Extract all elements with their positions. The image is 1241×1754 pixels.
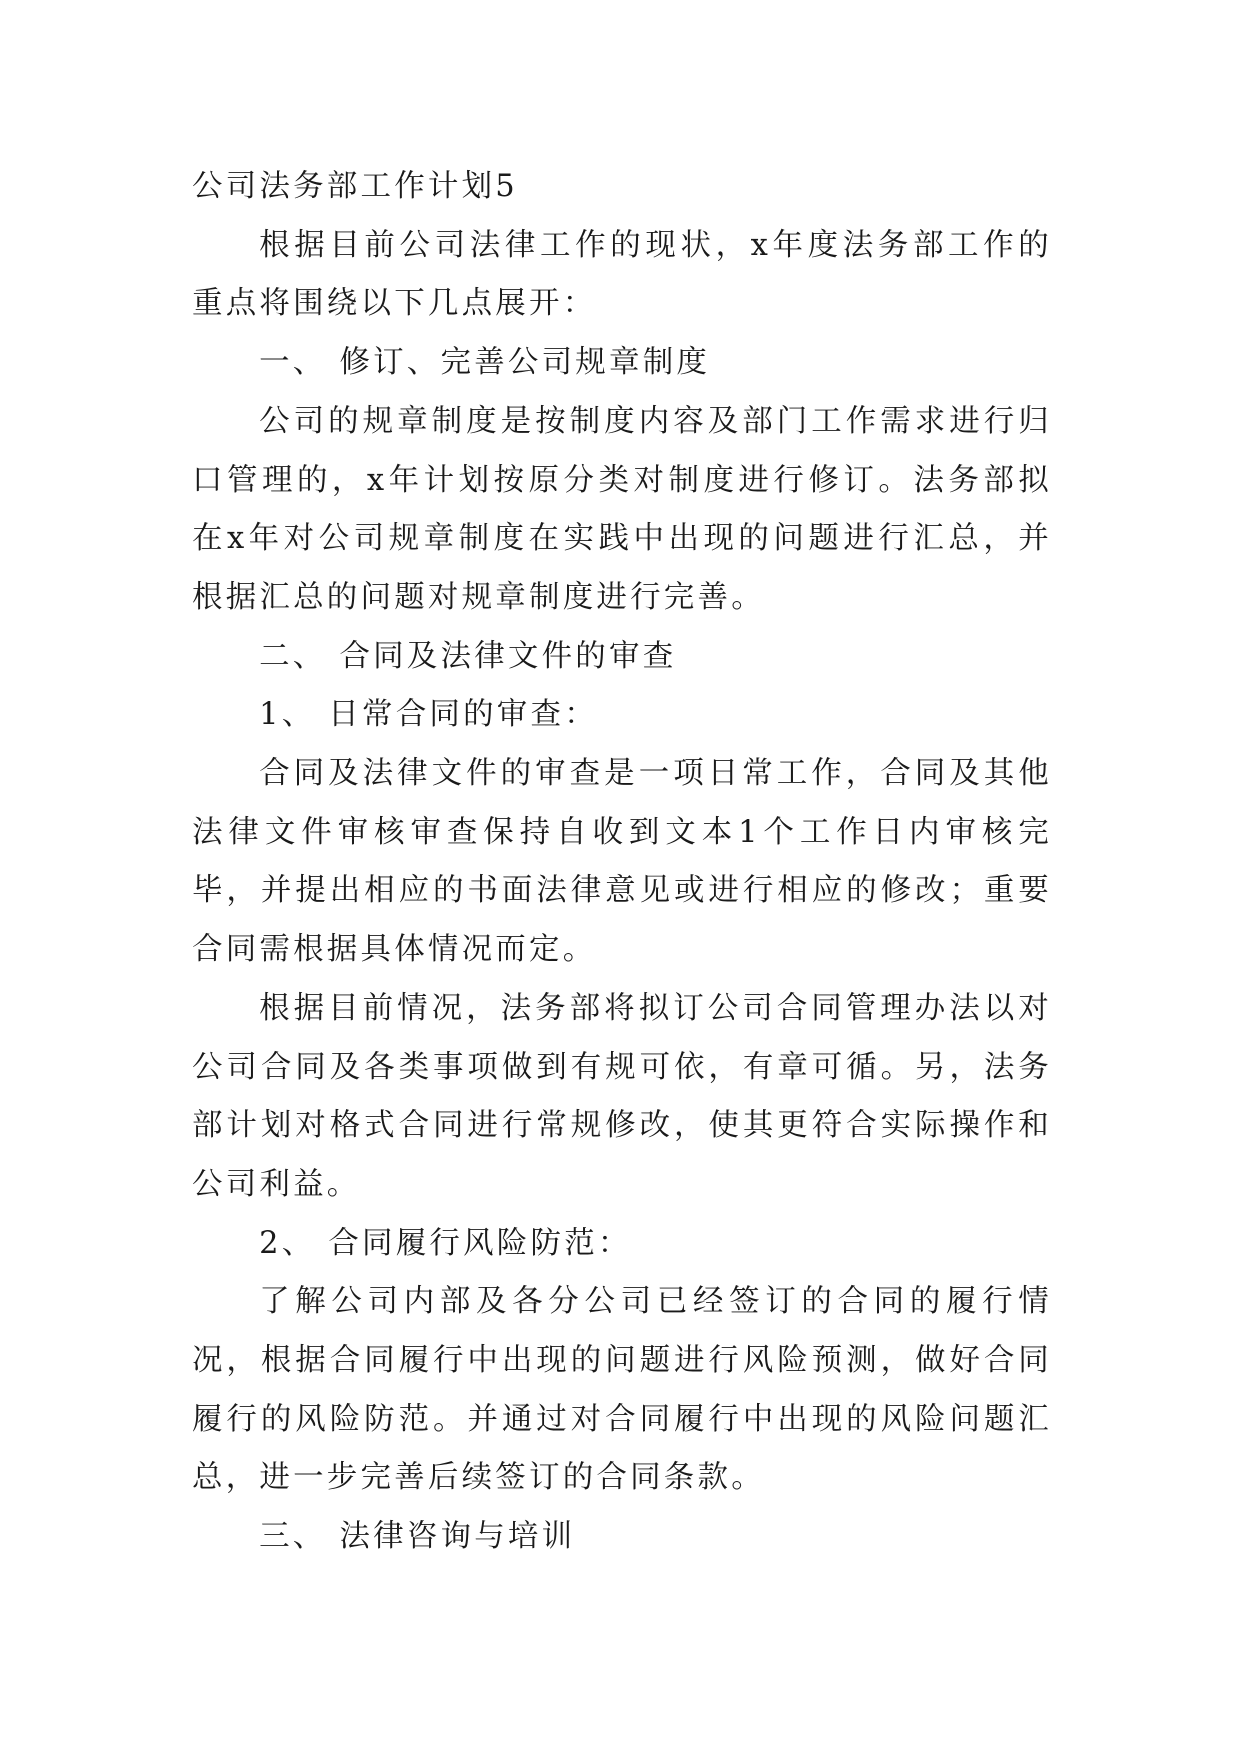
subsection-2-2-paragraph: 了解公司内部及各分公司已经签订的合同的履行情况，根据合同履行中出现的问题进行风险预测，做好合同履行的风险防范。并通过对合同履行中出现的风险问题汇总，进一步完善后续签订的合同条款。 [192, 1284, 1052, 1496]
document-body [192, 158, 1052, 1567]
section-1-paragraph: 公司的规章制度是按制度内容及部门工作需求进行归口管理的，x年计划按原分类对制度进行修订。法务部拟在x年对公司规章制度在实践中出现的问题进行汇总，并根据汇总的问题对规章制度进行完善。 [192, 403, 1052, 615]
intro-paragraph: 根据目前公司法律工作的现状，x年度法务部工作的重点将围绕以下几点展开： [192, 227, 1052, 322]
section-heading-1: 一、 修订、完善公司规章制度 [259, 345, 711, 381]
section-heading-2: 二、 合同及法律文件的审查 [259, 638, 677, 674]
subsection-heading-2-1: 1、 日常合同的审查： [259, 697, 598, 733]
subsection-2-1-paragraph-1: 合同及法律文件的审查是一项日常工作，合同及其他法律文件审核审查保持自收到文本1个工作日内审核完毕，并提出相应的书面法律意见或进行相应的修改；重要合同需根据具体情况而定。 [192, 756, 1052, 968]
section-heading-3: 三、 法律咨询与培训 [259, 1519, 576, 1555]
subsection-2-1-paragraph-2: 根据目前情况，法务部将拟订公司合同管理办法以对公司合同及各类事项做到有规可依，有章可循。另，法务部计划对格式合同进行常规修改，使其更符合实际操作和公司利益。 [192, 990, 1052, 1202]
subsection-heading-2-2: 2、 合同履行风险防范： [259, 1225, 632, 1261]
document-title: 公司法务部工作计划5 [192, 169, 518, 204]
